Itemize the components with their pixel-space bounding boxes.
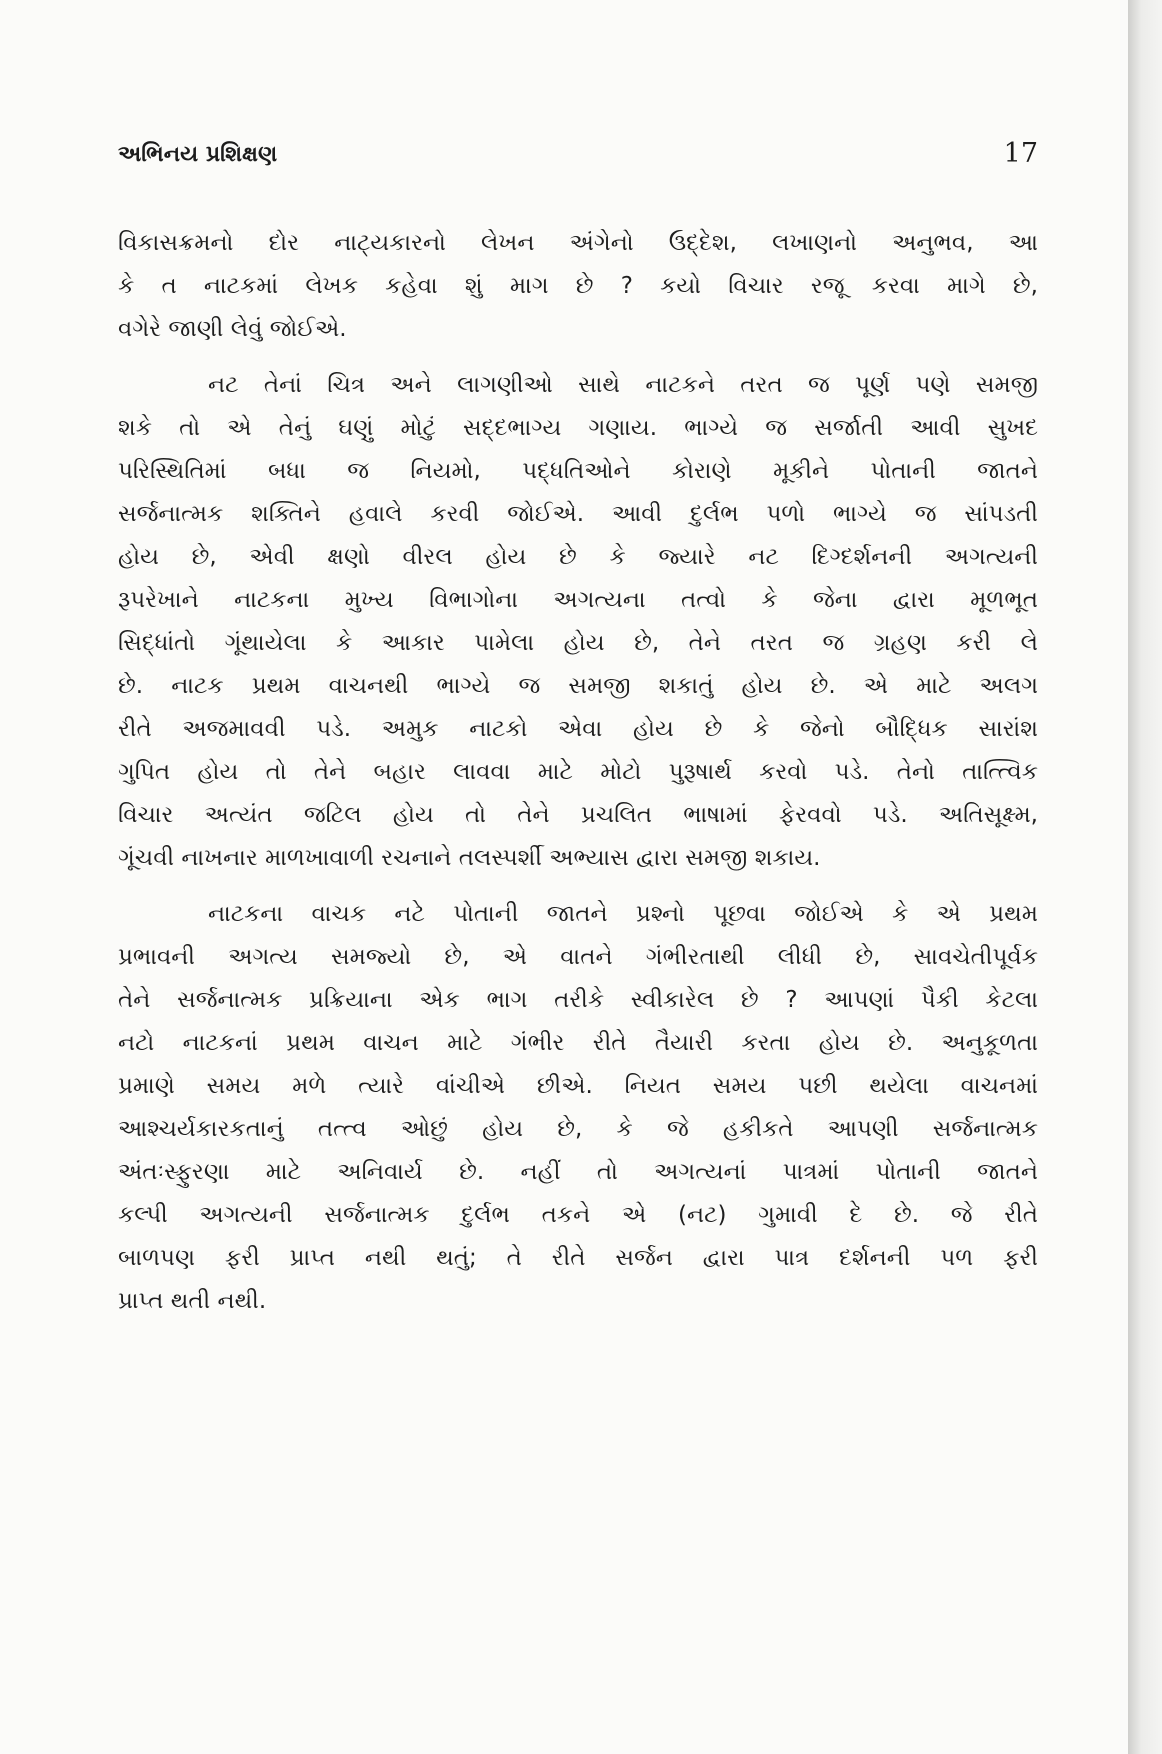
text-line: ગુપિત હોય તો તેને બહાર લાવવા માટે મોટો પુરૂષાર્થ કરવો પડે. તેનો તાત્ત્વિક: [118, 759, 1038, 785]
text-line: રૂપરેખાને નાટકના મુખ્ય વિભાગોના અગત્યના તત્વો કે જેના દ્વારા મૂળભૂત: [118, 587, 1038, 613]
running-title: અભિનય પ્રશિક્ષણ: [118, 142, 278, 167]
text-line: નટો નાટકનાં પ્રથમ વાચન માટે ગંભીર રીતે તૈયારી કરતા હોય છે. અનુકૂળતા: [118, 1030, 1038, 1056]
text-line: બાળપણ ફરી પ્રાપ્ત નથી થતું; તે રીતે સર્જન દ્વારા પાત્ર દર્શનની પળ ફરી: [118, 1245, 1038, 1271]
text-line: પરિસ્થિતિમાં બધા જ નિયમો, પદ્ધતિઓને કોરાણે મૂકીને પોતાની જાતને: [118, 458, 1038, 484]
text-line: સિદ્ધાંતો ગૂંથાયેલા કે આકાર પામેલા હોય છે, તેને તરત જ ગ્રહણ કરી લે: [118, 630, 1038, 656]
text-line: ગૂંચવી નાખનાર માળખાવાળી રચનાને તલસ્પર્શી અભ્યાસ દ્વારા સમજી શકાય.: [118, 845, 821, 871]
text-line: નટ તેનાં ચિત્ર અને લાગણીઓ સાથે નાટકને તરત જ પૂર્ણ પણે સમજી: [208, 372, 1038, 398]
text-line: તેને સર્જનાત્મક પ્રક્રિયાના એક ભાગ તરીકે સ્વીકારેલ છે ? આપણાં પૈકી કેટલા: [118, 987, 1038, 1013]
paragraph-3: [118, 893, 1038, 1323]
page-number: 17: [1003, 138, 1038, 169]
text-line: વગેરે જાણી લેવું જોઈએ.: [118, 316, 347, 342]
text-line: છે. નાટક પ્રથમ વાચનથી ભાગ્યે જ સમજી શકાતું હોય છે. એ માટે અલગ: [118, 673, 1038, 699]
text-line: નાટકના વાચક નટે પોતાની જાતને પ્રશ્નો પૂછવા જોઈએ કે એ પ્રથમ: [208, 901, 1038, 927]
text-line: સર્જનાત્મક શક્તિને હવાલે કરવી જોઈએ. આવી દુર્લભ પળો ભાગ્યે જ સાંપડતી: [118, 501, 1038, 527]
text-line: કલ્પી અગત્યની સર્જનાત્મક દુર્લભ તકને એ (નટ) ગુમાવી દે છે. જે રીતે: [118, 1202, 1038, 1228]
text-line: શકે તો એ તેનું ઘણું મોટું સદ્દભાગ્ય ગણાય. ભાગ્યે જ સર્જાતી આવી સુખદ: [118, 415, 1038, 441]
text-line: કે ત નાટકમાં લેખક કહેવા શું માગ છે ? કયો વિચાર રજૂ કરવા માગે છે,: [118, 273, 1038, 299]
text-line: હોય છે, એવી ક્ષણો વીરલ હોય છે કે જ્યારે નટ દિગ્દર્શનની અગત્યની: [118, 544, 1038, 570]
paragraph-1: [118, 222, 1038, 351]
text-line: પ્રભાવની અગત્ય સમજ્યો છે, એ વાતને ગંભીરતાથી લીધી છે, સાવચેતીપૂર્વક: [118, 944, 1038, 970]
page-header: [118, 138, 1038, 178]
text-line: વિચાર અત્યંત જટિલ હોય તો તેને પ્રચલિત ભાષામાં ફેરવવો પડે. અતિસૂક્ષ્મ,: [118, 802, 1038, 828]
body-text: [118, 222, 1038, 1336]
text-line: પ્રમાણે સમય મળે ત્યારે વાંચીએ છીએ. નિયત સમય પછી થયેલા વાચનમાં: [118, 1073, 1038, 1099]
text-line: અંતઃસ્ફુરણા માટે અનિવાર્ય છે. નહીં તો અગત્યનાં પાત્રમાં પોતાની જાતને: [118, 1159, 1038, 1185]
text-line: પ્રાપ્ત થતી નથી.: [118, 1288, 267, 1314]
text-line: વિકાસક્રમનો દોર નાટ્યકારનો લેખન અંગેનો ઉદ્દેશ, લખાણનો અનુભવ, આ: [118, 230, 1038, 256]
text-line: આશ્ચર્યકારકતાનું તત્ત્વ ઓછું હોય છે, કે જે હકીકતે આપણી સર્જનાત્મક: [118, 1116, 1038, 1142]
page-edge: [1128, 0, 1162, 1754]
text-line: રીતે અજમાવવી પડે. અમુક નાટકો એવા હોય છે કે જેનો બૌદ્ધિક સારાંશ: [118, 716, 1038, 742]
paragraph-2: [118, 364, 1038, 880]
